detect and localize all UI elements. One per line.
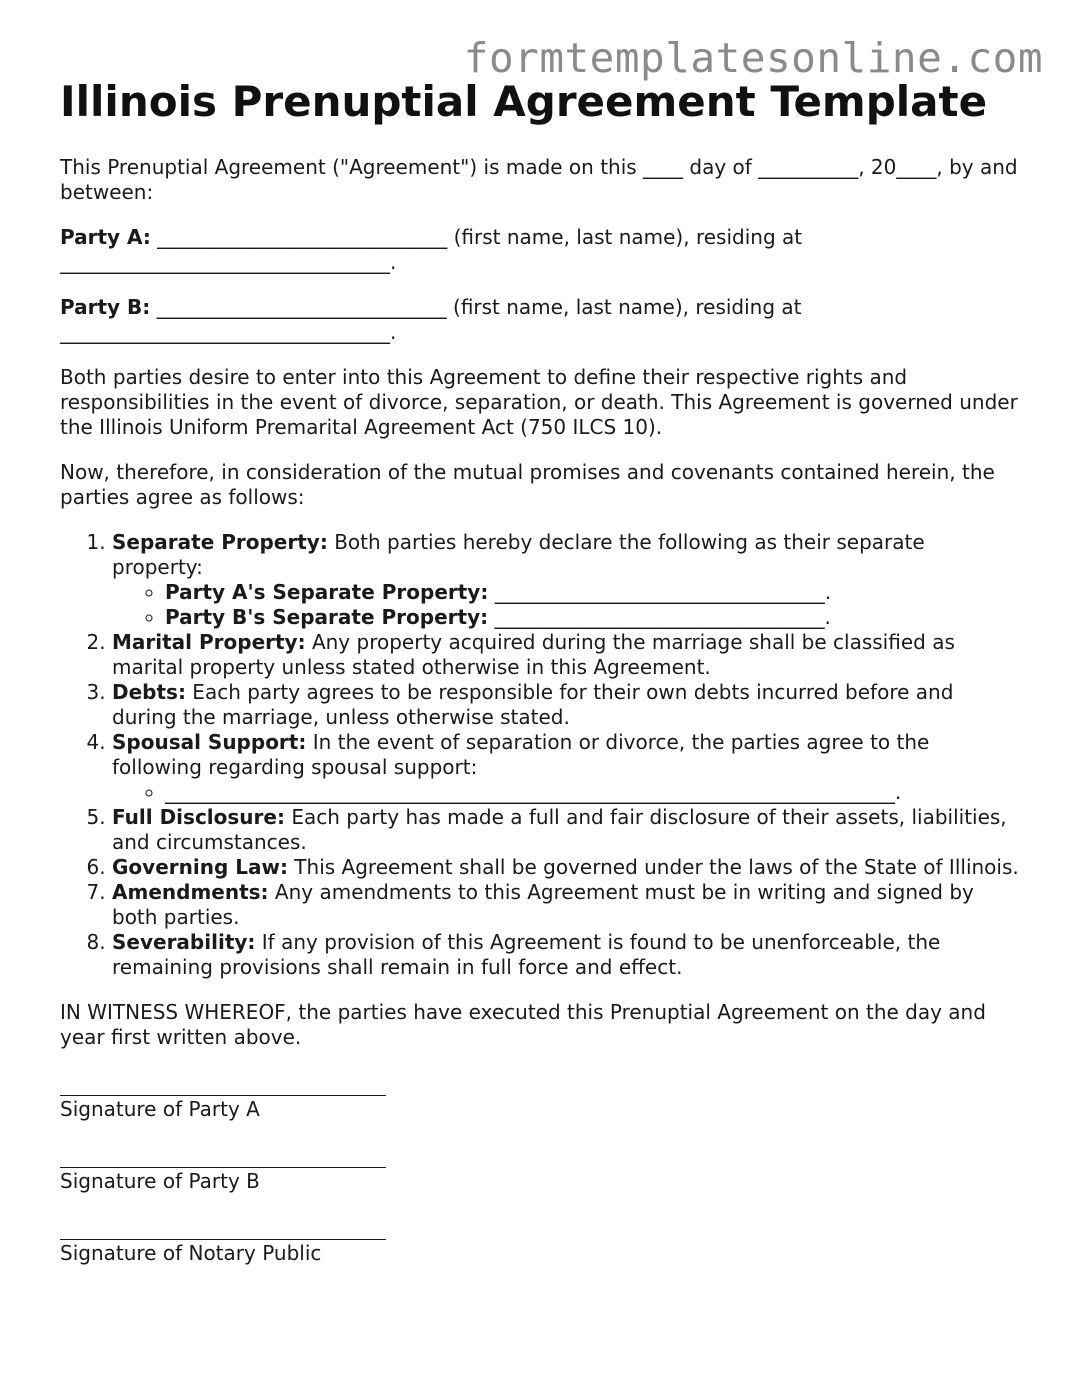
signature-label: Signature of Notary Public: [60, 1241, 322, 1265]
term-title: Governing Law:: [112, 855, 288, 879]
party-b-fields: _____________________________ (first name, last name), residing at _________________________________.: [60, 295, 802, 344]
purpose-paragraph: Both parties desire to enter into this Agreement to define their respective rights and responsibilities in the event of divorce, separation, or death. This Agreement is governed under the Illinois Uniform Premarital Agreement Act (750 ILCS 10).: [60, 365, 1018, 439]
signature-block-notary: [60, 1216, 1020, 1266]
sub-item-label: Party B's Separate Property:: [165, 605, 489, 629]
term-item: [112, 730, 1020, 805]
term-text: Both parties hereby declare the following as their separate property:: [112, 530, 925, 579]
term-item: [112, 530, 1020, 630]
sub-item-label: Party A's Separate Property:: [165, 580, 489, 604]
sub-item-blank: _________________________________________________________________________.: [165, 780, 902, 804]
term-item: [112, 855, 1020, 880]
term-title: Separate Property:: [112, 530, 328, 554]
term-title: Spousal Support:: [112, 730, 307, 754]
signature-block-party-a: [60, 1072, 1020, 1122]
term-text: This Agreement shall be governed under the laws of the State of Illinois.: [287, 855, 1019, 879]
party-b-line: [60, 295, 1020, 345]
witness-paragraph: IN WITNESS WHEREOF, the parties have executed this Prenuptial Agreement on the day and year first written above.: [60, 1000, 986, 1049]
sub-item-blank: _________________________________.: [488, 580, 832, 604]
term-title: Severability:: [112, 930, 256, 954]
sub-list: [112, 580, 1020, 630]
consideration-paragraph: Now, therefore, in consideration of the mutual promises and covenants contained herein, the parties agree as follows:: [60, 460, 995, 509]
signature-line: [60, 1144, 386, 1168]
term-item: [112, 805, 1020, 855]
sub-list: [112, 780, 1020, 805]
sub-item-blank: _________________________________.: [488, 605, 831, 629]
party-a-fields: _____________________________ (first name, last name), residing at _________________________________.: [60, 225, 803, 274]
term-title: Debts:: [112, 680, 186, 704]
term-text: If any provision of this Agreement is found to be unenforceable, the remaining provisions shall remain in full force and effect.: [112, 930, 941, 979]
term-item: [112, 880, 1020, 930]
signature-block-party-b: [60, 1144, 1020, 1194]
signature-line: [60, 1072, 386, 1096]
term-text: In the event of separation or divorce, the parties agree to the following regarding spousal support:: [112, 730, 930, 779]
signature-label: Signature of Party B: [60, 1169, 260, 1193]
term-text: Any property acquired during the marriage shall be classified as marital property unless stated otherwise in this Agreement.: [112, 630, 955, 679]
signature-line: [60, 1216, 386, 1240]
party-b-label: Party B:: [60, 295, 151, 319]
sub-item: [165, 580, 1020, 605]
watermark-text: formtemplatesonline.com: [463, 34, 1043, 82]
term-item: [112, 930, 1020, 980]
term-title: Amendments:: [112, 880, 269, 904]
party-a-line: [60, 225, 1020, 275]
sub-item: [165, 605, 1020, 630]
sub-item: [165, 780, 1020, 805]
terms-list: [60, 530, 1020, 980]
term-text: Any amendments to this Agreement must be in writing and signed by both parties.: [112, 880, 974, 929]
term-item: [112, 630, 1020, 680]
party-a-label: Party A:: [60, 225, 151, 249]
term-title: Marital Property:: [112, 630, 306, 654]
intro-paragraph: This Prenuptial Agreement ("Agreement") is made on this ____ day of __________, 20____, by and between:: [60, 155, 1018, 204]
term-title: Full Disclosure:: [112, 805, 285, 829]
signature-label: Signature of Party A: [60, 1097, 260, 1121]
term-item: [112, 680, 1020, 730]
term-text: Each party has made a full and fair disclosure of their assets, liabilities, and circumstances.: [112, 805, 1007, 854]
document-title: Illinois Prenuptial Agreement Template: [60, 77, 988, 126]
document-body: [60, 155, 1020, 1266]
term-text: Each party agrees to be responsible for their own debts incurred before and during the marriage, unless otherwise stated.: [112, 680, 954, 729]
